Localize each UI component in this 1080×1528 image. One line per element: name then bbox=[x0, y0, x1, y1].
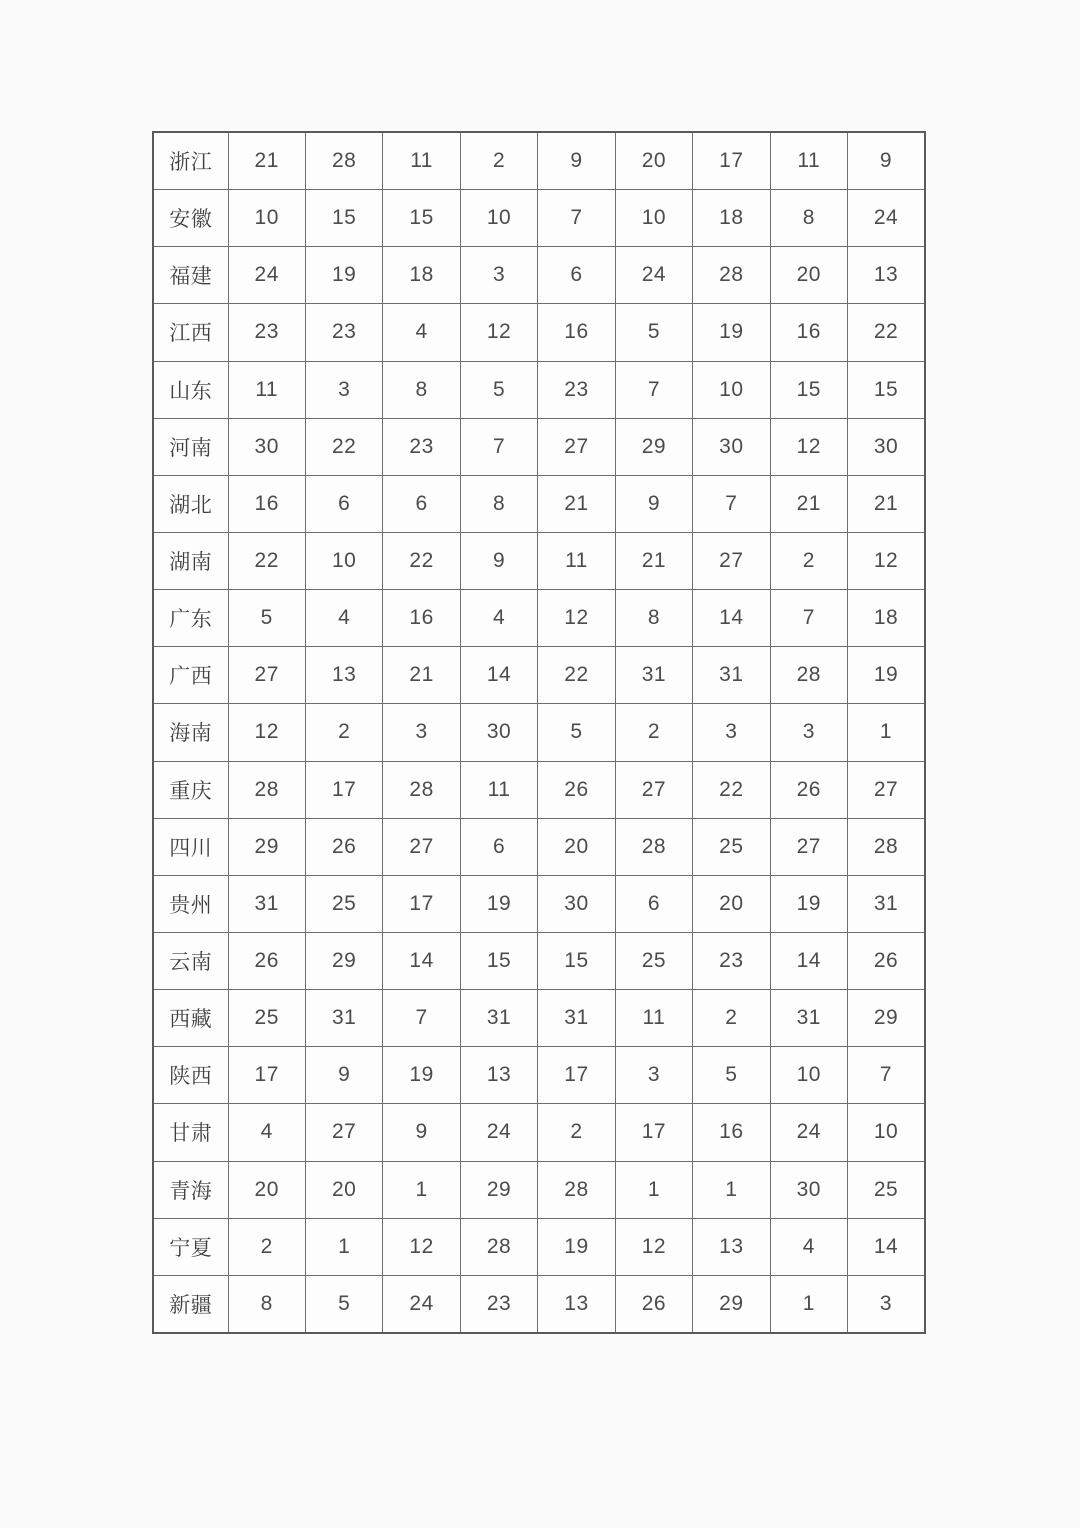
value-cell: 1 bbox=[848, 704, 926, 761]
province-label: 重庆 bbox=[153, 761, 228, 818]
value-cell: 16 bbox=[538, 304, 615, 361]
value-cell: 19 bbox=[383, 1047, 460, 1104]
value-cell: 29 bbox=[460, 1161, 537, 1218]
value-cell: 28 bbox=[228, 761, 305, 818]
value-cell: 15 bbox=[383, 190, 460, 247]
value-cell: 12 bbox=[848, 532, 926, 589]
value-cell: 31 bbox=[615, 647, 692, 704]
value-cell: 29 bbox=[305, 932, 382, 989]
value-cell: 11 bbox=[538, 532, 615, 589]
value-cell: 2 bbox=[693, 990, 770, 1047]
value-cell: 16 bbox=[383, 590, 460, 647]
value-cell: 9 bbox=[848, 132, 926, 190]
value-cell: 3 bbox=[770, 704, 847, 761]
value-cell: 12 bbox=[460, 304, 537, 361]
value-cell: 28 bbox=[693, 247, 770, 304]
value-cell: 21 bbox=[383, 647, 460, 704]
value-cell: 18 bbox=[383, 247, 460, 304]
value-cell: 24 bbox=[770, 1104, 847, 1161]
value-cell: 17 bbox=[228, 1047, 305, 1104]
value-cell: 5 bbox=[615, 304, 692, 361]
value-cell: 17 bbox=[615, 1104, 692, 1161]
value-cell: 9 bbox=[305, 1047, 382, 1104]
value-cell: 20 bbox=[615, 132, 692, 190]
value-cell: 17 bbox=[383, 875, 460, 932]
value-cell: 23 bbox=[305, 304, 382, 361]
province-label: 云南 bbox=[153, 932, 228, 989]
province-label: 海南 bbox=[153, 704, 228, 761]
value-cell: 29 bbox=[228, 818, 305, 875]
value-cell: 15 bbox=[460, 932, 537, 989]
value-cell: 5 bbox=[228, 590, 305, 647]
value-cell: 17 bbox=[538, 1047, 615, 1104]
value-cell: 21 bbox=[848, 475, 926, 532]
value-cell: 1 bbox=[305, 1218, 382, 1275]
table-row bbox=[153, 361, 925, 418]
value-cell: 27 bbox=[615, 761, 692, 818]
value-cell: 14 bbox=[770, 932, 847, 989]
table-row bbox=[153, 704, 925, 761]
value-cell: 24 bbox=[848, 190, 926, 247]
value-cell: 30 bbox=[538, 875, 615, 932]
value-cell: 5 bbox=[538, 704, 615, 761]
province-label: 广东 bbox=[153, 590, 228, 647]
value-cell: 26 bbox=[615, 1275, 692, 1333]
table-row bbox=[153, 1161, 925, 1218]
value-cell: 8 bbox=[615, 590, 692, 647]
value-cell: 24 bbox=[615, 247, 692, 304]
value-cell: 11 bbox=[615, 990, 692, 1047]
value-cell: 20 bbox=[305, 1161, 382, 1218]
table-row bbox=[153, 190, 925, 247]
value-cell: 4 bbox=[305, 590, 382, 647]
value-cell: 13 bbox=[538, 1275, 615, 1333]
value-cell: 17 bbox=[693, 132, 770, 190]
value-cell: 30 bbox=[770, 1161, 847, 1218]
value-cell: 21 bbox=[538, 475, 615, 532]
value-cell: 28 bbox=[305, 132, 382, 190]
table-row bbox=[153, 532, 925, 589]
value-cell: 1 bbox=[693, 1161, 770, 1218]
value-cell: 19 bbox=[770, 875, 847, 932]
value-cell: 30 bbox=[228, 418, 305, 475]
value-cell: 15 bbox=[305, 190, 382, 247]
value-cell: 21 bbox=[615, 532, 692, 589]
table-row bbox=[153, 1047, 925, 1104]
value-cell: 2 bbox=[615, 704, 692, 761]
value-cell: 31 bbox=[693, 647, 770, 704]
value-cell: 9 bbox=[538, 132, 615, 190]
value-cell: 7 bbox=[538, 190, 615, 247]
value-cell: 25 bbox=[615, 932, 692, 989]
value-cell: 20 bbox=[538, 818, 615, 875]
province-label: 四川 bbox=[153, 818, 228, 875]
value-cell: 31 bbox=[305, 990, 382, 1047]
value-cell: 11 bbox=[460, 761, 537, 818]
value-cell: 14 bbox=[848, 1218, 926, 1275]
value-cell: 23 bbox=[538, 361, 615, 418]
value-cell: 4 bbox=[460, 590, 537, 647]
value-cell: 7 bbox=[460, 418, 537, 475]
value-cell: 11 bbox=[770, 132, 847, 190]
value-cell: 11 bbox=[228, 361, 305, 418]
value-cell: 1 bbox=[383, 1161, 460, 1218]
value-cell: 4 bbox=[383, 304, 460, 361]
value-cell: 4 bbox=[770, 1218, 847, 1275]
value-cell: 13 bbox=[460, 1047, 537, 1104]
province-label: 湖南 bbox=[153, 532, 228, 589]
value-cell: 11 bbox=[383, 132, 460, 190]
province-label: 广西 bbox=[153, 647, 228, 704]
value-cell: 3 bbox=[460, 247, 537, 304]
value-cell: 31 bbox=[460, 990, 537, 1047]
value-cell: 13 bbox=[305, 647, 382, 704]
value-cell: 16 bbox=[770, 304, 847, 361]
province-label: 安徽 bbox=[153, 190, 228, 247]
value-cell: 22 bbox=[693, 761, 770, 818]
province-label: 浙江 bbox=[153, 132, 228, 190]
value-cell: 19 bbox=[305, 247, 382, 304]
value-cell: 6 bbox=[538, 247, 615, 304]
value-cell: 2 bbox=[305, 704, 382, 761]
value-cell: 14 bbox=[460, 647, 537, 704]
value-cell: 31 bbox=[538, 990, 615, 1047]
province-label: 青海 bbox=[153, 1161, 228, 1218]
value-cell: 29 bbox=[848, 990, 926, 1047]
value-cell: 8 bbox=[228, 1275, 305, 1333]
value-cell: 9 bbox=[460, 532, 537, 589]
table-row bbox=[153, 304, 925, 361]
value-cell: 17 bbox=[305, 761, 382, 818]
value-cell: 26 bbox=[305, 818, 382, 875]
value-cell: 15 bbox=[848, 361, 926, 418]
value-cell: 7 bbox=[383, 990, 460, 1047]
value-cell: 31 bbox=[848, 875, 926, 932]
value-cell: 23 bbox=[228, 304, 305, 361]
value-cell: 19 bbox=[538, 1218, 615, 1275]
value-cell: 10 bbox=[460, 190, 537, 247]
value-cell: 6 bbox=[460, 818, 537, 875]
table-row bbox=[153, 990, 925, 1047]
value-cell: 25 bbox=[305, 875, 382, 932]
value-cell: 25 bbox=[693, 818, 770, 875]
value-cell: 22 bbox=[305, 418, 382, 475]
value-cell: 16 bbox=[228, 475, 305, 532]
value-cell: 3 bbox=[383, 704, 460, 761]
value-cell: 10 bbox=[770, 1047, 847, 1104]
value-cell: 31 bbox=[770, 990, 847, 1047]
table-row bbox=[153, 932, 925, 989]
value-cell: 21 bbox=[228, 132, 305, 190]
table-row bbox=[153, 418, 925, 475]
value-cell: 5 bbox=[460, 361, 537, 418]
value-cell: 5 bbox=[693, 1047, 770, 1104]
value-cell: 7 bbox=[615, 361, 692, 418]
value-cell: 8 bbox=[383, 361, 460, 418]
value-cell: 20 bbox=[693, 875, 770, 932]
table-row bbox=[153, 475, 925, 532]
value-cell: 10 bbox=[615, 190, 692, 247]
province-label: 江西 bbox=[153, 304, 228, 361]
province-data-table bbox=[152, 131, 926, 1334]
value-cell: 24 bbox=[460, 1104, 537, 1161]
value-cell: 21 bbox=[770, 475, 847, 532]
value-cell: 2 bbox=[460, 132, 537, 190]
value-cell: 13 bbox=[848, 247, 926, 304]
value-cell: 5 bbox=[305, 1275, 382, 1333]
province-label: 甘肃 bbox=[153, 1104, 228, 1161]
value-cell: 9 bbox=[615, 475, 692, 532]
province-label: 河南 bbox=[153, 418, 228, 475]
value-cell: 30 bbox=[848, 418, 926, 475]
value-cell: 20 bbox=[770, 247, 847, 304]
value-cell: 26 bbox=[228, 932, 305, 989]
value-cell: 30 bbox=[693, 418, 770, 475]
value-cell: 2 bbox=[770, 532, 847, 589]
value-cell: 1 bbox=[770, 1275, 847, 1333]
value-cell: 26 bbox=[538, 761, 615, 818]
value-cell: 27 bbox=[383, 818, 460, 875]
value-cell: 28 bbox=[770, 647, 847, 704]
value-cell: 18 bbox=[693, 190, 770, 247]
value-cell: 22 bbox=[383, 532, 460, 589]
province-label: 宁夏 bbox=[153, 1218, 228, 1275]
value-cell: 6 bbox=[383, 475, 460, 532]
value-cell: 3 bbox=[305, 361, 382, 418]
value-cell: 3 bbox=[848, 1275, 926, 1333]
value-cell: 19 bbox=[693, 304, 770, 361]
value-cell: 26 bbox=[770, 761, 847, 818]
value-cell: 3 bbox=[615, 1047, 692, 1104]
table-row bbox=[153, 761, 925, 818]
value-cell: 19 bbox=[848, 647, 926, 704]
province-label: 陕西 bbox=[153, 1047, 228, 1104]
value-cell: 26 bbox=[848, 932, 926, 989]
value-cell: 9 bbox=[383, 1104, 460, 1161]
value-cell: 27 bbox=[538, 418, 615, 475]
value-cell: 27 bbox=[770, 818, 847, 875]
value-cell: 25 bbox=[848, 1161, 926, 1218]
table-row bbox=[153, 647, 925, 704]
value-cell: 27 bbox=[848, 761, 926, 818]
value-cell: 23 bbox=[383, 418, 460, 475]
value-cell: 12 bbox=[770, 418, 847, 475]
value-cell: 7 bbox=[693, 475, 770, 532]
province-label: 湖北 bbox=[153, 475, 228, 532]
value-cell: 22 bbox=[228, 532, 305, 589]
value-cell: 6 bbox=[615, 875, 692, 932]
value-cell: 27 bbox=[693, 532, 770, 589]
value-cell: 29 bbox=[615, 418, 692, 475]
value-cell: 3 bbox=[693, 704, 770, 761]
value-cell: 24 bbox=[228, 247, 305, 304]
value-cell: 2 bbox=[228, 1218, 305, 1275]
value-cell: 13 bbox=[693, 1218, 770, 1275]
value-cell: 30 bbox=[460, 704, 537, 761]
value-cell: 23 bbox=[693, 932, 770, 989]
value-cell: 29 bbox=[693, 1275, 770, 1333]
table-row bbox=[153, 1275, 925, 1333]
value-cell: 16 bbox=[693, 1104, 770, 1161]
value-cell: 12 bbox=[228, 704, 305, 761]
table-row bbox=[153, 1218, 925, 1275]
value-cell: 10 bbox=[693, 361, 770, 418]
value-cell: 31 bbox=[228, 875, 305, 932]
value-cell: 22 bbox=[538, 647, 615, 704]
province-label: 福建 bbox=[153, 247, 228, 304]
province-label: 山东 bbox=[153, 361, 228, 418]
value-cell: 28 bbox=[848, 818, 926, 875]
table-row bbox=[153, 875, 925, 932]
value-cell: 28 bbox=[460, 1218, 537, 1275]
value-cell: 10 bbox=[228, 190, 305, 247]
value-cell: 1 bbox=[615, 1161, 692, 1218]
table-body bbox=[153, 132, 925, 1333]
value-cell: 12 bbox=[383, 1218, 460, 1275]
value-cell: 20 bbox=[228, 1161, 305, 1218]
table-row bbox=[153, 1104, 925, 1161]
value-cell: 27 bbox=[228, 647, 305, 704]
value-cell: 28 bbox=[538, 1161, 615, 1218]
value-cell: 14 bbox=[693, 590, 770, 647]
value-cell: 12 bbox=[538, 590, 615, 647]
province-label: 贵州 bbox=[153, 875, 228, 932]
value-cell: 25 bbox=[228, 990, 305, 1047]
province-label: 新疆 bbox=[153, 1275, 228, 1333]
value-cell: 7 bbox=[770, 590, 847, 647]
value-cell: 19 bbox=[460, 875, 537, 932]
table-row bbox=[153, 590, 925, 647]
value-cell: 8 bbox=[770, 190, 847, 247]
value-cell: 28 bbox=[383, 761, 460, 818]
value-cell: 15 bbox=[770, 361, 847, 418]
value-cell: 18 bbox=[848, 590, 926, 647]
value-cell: 22 bbox=[848, 304, 926, 361]
table-row bbox=[153, 132, 925, 190]
value-cell: 10 bbox=[848, 1104, 926, 1161]
value-cell: 27 bbox=[305, 1104, 382, 1161]
value-cell: 6 bbox=[305, 475, 382, 532]
table-row bbox=[153, 818, 925, 875]
value-cell: 8 bbox=[460, 475, 537, 532]
table-row bbox=[153, 247, 925, 304]
value-cell: 10 bbox=[305, 532, 382, 589]
value-cell: 4 bbox=[228, 1104, 305, 1161]
value-cell: 28 bbox=[615, 818, 692, 875]
value-cell: 14 bbox=[383, 932, 460, 989]
value-cell: 2 bbox=[538, 1104, 615, 1161]
value-cell: 15 bbox=[538, 932, 615, 989]
value-cell: 24 bbox=[383, 1275, 460, 1333]
value-cell: 7 bbox=[848, 1047, 926, 1104]
value-cell: 23 bbox=[460, 1275, 537, 1333]
province-label: 西藏 bbox=[153, 990, 228, 1047]
value-cell: 12 bbox=[615, 1218, 692, 1275]
